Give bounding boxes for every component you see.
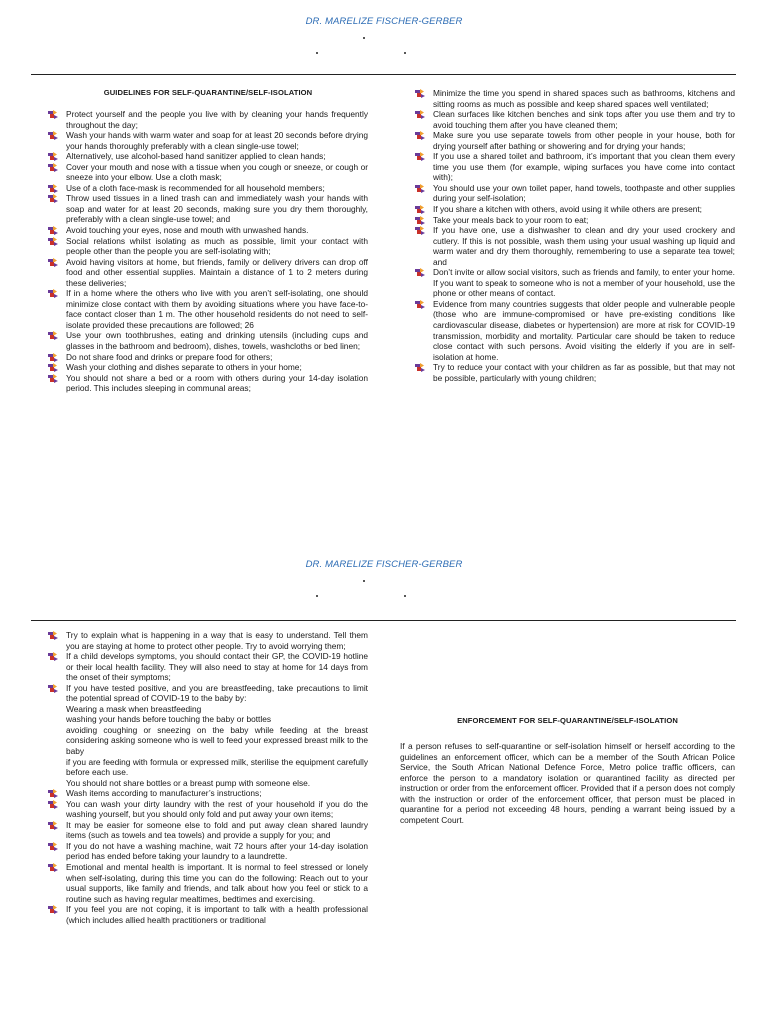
list-item-text: You should use your own toilet paper, hand towels, toothpaste and other supplies during your self-isolation; (433, 182, 735, 204)
list-item-text: If a child develops symptoms, you should contact their GP, the COVID-19 hotline or their local health facility. They will also need to stay at home for 14 days from the onset of their symptoms; (66, 651, 368, 683)
header-dot (363, 37, 365, 39)
arrow-bullet-icon (48, 131, 59, 140)
author-header: DR. MARELIZE FISCHER-GERBER (305, 16, 463, 27)
arrow-bullet-icon (415, 268, 426, 277)
list-item (48, 109, 368, 130)
arrow-bullet-icon (48, 331, 59, 340)
list-item-text: Use your own toothbrushes, eating and drinking utensils (including cups and glasses in the bathroom and bedroom), dishes, towels, washcloths or bed linen; (66, 330, 368, 352)
list-item-text: If you have tested positive, and you are breastfeeding, take precautions to limit the potential spread of COVID-19 to the baby by: (66, 682, 368, 704)
list-item-text: Evidence from many countries suggests that older people and vulnerable people (those who are immune-compromised or have pre-existing conditions like cardiovascular disease, diabetes or hypertension) are more at risk for COVID-19 transmission, morbidity and mortality. Particular care should be taken to reduce close contact with such persons. Avoid visiting the elderly if you are in self-isolation at home. (433, 298, 735, 362)
list-item (415, 151, 735, 183)
guidelines-list-right (415, 88, 735, 383)
list-item (48, 862, 368, 904)
arrow-bullet-icon (48, 374, 59, 383)
arrow-bullet-icon (415, 89, 426, 98)
sub-item-text: avoiding coughing or sneezing on the baby while feeding at the breast considering asking someone who is well to feed your expressed breast milk to the baby (66, 724, 368, 757)
arrow-bullet-icon (415, 131, 426, 140)
list-item (415, 215, 735, 226)
list-item-text: Don’t invite or allow social visitors, such as friends and family, to enter your home. If you want to speak to someone who is not a member of your household, use the phone or other means of contact. (433, 267, 735, 299)
arrow-bullet-icon (48, 194, 59, 203)
list-item (415, 299, 735, 362)
list-item (415, 109, 735, 130)
arrow-bullet-icon (48, 842, 59, 851)
arrow-bullet-icon (48, 652, 59, 661)
arrow-bullet-icon (48, 258, 59, 267)
list-item-text: Wash items according to manufacturer’s instructions; (66, 788, 262, 799)
arrow-bullet-icon (415, 110, 426, 119)
list-item (48, 130, 368, 151)
arrow-bullet-icon (48, 237, 59, 246)
arrow-bullet-icon (415, 226, 426, 235)
list-item-text: If you use a shared toilet and bathroom, it’s important that you clean them every time you use them (for example, wiping surfaces you have come into contact with); (433, 151, 735, 183)
list-item-text: Do not share food and drinks or prepare food for others; (66, 351, 273, 362)
list-item (48, 183, 368, 194)
list-item-text: If in a home where the others who live with you aren’t self-isolating, one should minimize close contact with them by avoiding situations where you have face-to-face contact closer than 1 m. The other household residents do not need to self-isolate provided these precautions are followed; 26 (66, 288, 368, 330)
arrow-bullet-icon (48, 353, 59, 362)
list-item-text: Use of a cloth face-mask is recommended for all household members; (66, 182, 325, 193)
list-item-text: If you do not have a washing machine, wait 72 hours after your 14-day isolation period has ended before taking your laundry to a laundrette. (66, 840, 368, 862)
list-item (415, 183, 735, 204)
arrow-bullet-icon (48, 226, 59, 235)
list-item (48, 799, 368, 820)
list-item (48, 362, 368, 373)
list-item-text: Take your meals back to your room to eat; (433, 214, 589, 225)
arrow-bullet-icon (48, 289, 59, 298)
enforcement-paragraph: If a person refuses to self-quarantine or self-isolation himself or herself according to the guidelines an enforcement officer, which can be a member of the South African Police Service, the South African National Defence Force, Metro police traffic officers, can enforce the person to a mandatory isolation or quarantined facility as directed per instruction or order from the enforcement officer. Provided that if a person does not comply with the instruction or order of the enforcement officer, that person must be placed in quarantine for a period not exceeding 48 hours, pending a warrant being issued by a competent Court. (400, 741, 735, 825)
header-dot (316, 595, 318, 597)
arrow-bullet-icon (48, 821, 59, 830)
list-item-text: If you feel you are not coping, it is important to talk with a health professional (which includes allied health practitioners or traditional (66, 904, 368, 925)
page-2 (0, 548, 768, 1024)
list-item (48, 904, 368, 925)
author-header: DR. MARELIZE FISCHER-GERBER (305, 559, 463, 570)
list-item-text: Try to reduce your contact with your children as far as possible, but that may not be possible, particularly with young children; (433, 362, 735, 383)
list-item-text: Wash your clothing and dishes separate to others in your home; (66, 362, 302, 373)
list-item-text: Protect yourself and the people you live with by cleaning your hands frequently throughout the day; (66, 109, 368, 130)
arrow-bullet-icon (415, 300, 426, 309)
list-item (415, 88, 735, 109)
sub-item-text: You should not share bottles or a breast pump with someone else. (66, 777, 311, 788)
arrow-bullet-icon (415, 363, 426, 372)
header-dot (316, 52, 318, 54)
arrow-bullet-icon (48, 863, 59, 872)
arrow-bullet-icon (48, 184, 59, 193)
sub-item-text: if you are feeding with formula or expressed milk, sterilise the equipment carefully before each use. (66, 756, 368, 778)
arrow-bullet-icon (415, 216, 426, 225)
list-item (48, 257, 368, 289)
list-item-text: Try to explain what is happening in a way that is easy to understand. Tell them you are staying at home to protect other people. Try to avoid worrying them; (66, 630, 368, 651)
list-item (48, 651, 368, 683)
list-item (48, 162, 368, 183)
header-dot (363, 580, 365, 582)
list-item (48, 841, 368, 862)
list-item-text: If you share a kitchen with others, avoid using it while others are present; (433, 204, 702, 215)
arrow-bullet-icon (48, 684, 59, 693)
list-item-text: Avoid having visitors at home, but friends, family or delivery drivers can drop off food and other essential supplies. Maintain a distance of 1 to 2 meters during these deliveries; (66, 256, 368, 288)
guidelines-list-left (48, 109, 368, 394)
arrow-bullet-icon (48, 110, 59, 119)
list-item-text: Make sure you use separate towels from other people in your house, both for drying yourself after bathing or showering and for drying your hands; (433, 130, 735, 151)
section-heading: ENFORCEMENT FOR SELF-QUARANTINE/SELF-ISOLATION (457, 716, 678, 725)
list-item (48, 373, 368, 394)
list-item (48, 683, 368, 788)
arrow-bullet-icon (415, 184, 426, 193)
list-item (48, 352, 368, 363)
list-item (48, 630, 368, 651)
list-item (415, 267, 735, 299)
guidelines-column-left (48, 88, 368, 394)
section-heading: GUIDELINES FOR SELF-QUARANTINE/SELF-ISOLATION (103, 88, 313, 97)
list-item-text: Wash your hands with warm water and soap for at least 20 seconds before drying your hands thoroughly preferably with a clean single-use towel; (66, 130, 368, 151)
list-item-text: Cover your mouth and nose with a tissue when you cough or sneeze, or cough or sneeze into your elbow. Use a cloth mask; (66, 161, 368, 183)
list-item-text: You can wash your dirty laundry with the rest of your household if you do the washing yourself, but you should only fold and put away your own items; (66, 798, 368, 820)
guidelines-list-continued (48, 630, 368, 925)
list-item-text: Minimize the time you spend in shared spaces such as bathrooms, kitchens and sitting rooms as much as possible and keep shared spaces well ventilated; (433, 88, 735, 109)
arrow-bullet-icon (48, 789, 59, 798)
list-item-text: You should not share a bed or a room with others during your 14-day isolation period. This includes sleeping in communal areas; (66, 372, 368, 394)
list-item (415, 362, 735, 383)
list-item (415, 204, 735, 215)
list-item-text: Alternatively, use alcohol-based hand sanitizer applied to clean hands; (66, 151, 326, 162)
guidelines-column-left (48, 630, 368, 925)
list-item-text: Avoid touching your eyes, nose and mouth with unwashed hands. (66, 225, 309, 236)
arrow-bullet-icon (48, 905, 59, 914)
list-item (48, 820, 368, 841)
list-item-text: Emotional and mental health is important. It is normal to feel stressed or lonely when self-isolating, during this time you can do the following: Reach out to your usual supports, like family and friends, and talk about how you feel or stick to a routine such as having regular mealtimes, bedtimes and exercising. (66, 862, 368, 904)
arrow-bullet-icon (48, 631, 59, 640)
list-item (48, 236, 368, 257)
header-rule (31, 620, 736, 621)
arrow-bullet-icon (48, 363, 59, 372)
list-item (415, 225, 735, 267)
sub-item-text: washing your hands before touching the baby or bottles (66, 714, 272, 725)
header-dot (404, 52, 406, 54)
list-item (48, 288, 368, 330)
header-dot (404, 595, 406, 597)
arrow-bullet-icon (48, 800, 59, 809)
enforcement-section (400, 716, 735, 825)
list-item (48, 330, 368, 351)
header-rule (31, 74, 736, 75)
arrow-bullet-icon (415, 205, 426, 214)
list-item (415, 130, 735, 151)
arrow-bullet-icon (48, 152, 59, 161)
sub-item-text: Wearing a mask when breastfeeding (66, 703, 202, 714)
list-item (48, 193, 368, 225)
arrow-bullet-icon (415, 152, 426, 161)
list-item-text: Social relations whilst isolating as much as possible, limit your contact with people other than the people you are self-isolating with; (66, 235, 368, 257)
list-item-text: If you have one, use a dishwasher to clean and dry your used crockery and cutlery. If this is not possible, wash them using your usual washing up liquid and warm water and dry them thoroughly, remembering to use a separate tea towel; and (433, 225, 735, 267)
list-item (48, 151, 368, 162)
list-item (48, 225, 368, 236)
arrow-bullet-icon (48, 163, 59, 172)
list-item-text: It may be easier for someone else to fold and put away clean shared laundry items (such as towels and tea towels) and provide a supply for you; and (66, 819, 368, 841)
list-item (48, 788, 368, 799)
list-item-text: Clean surfaces like kitchen benches and sink tops after you use them and try to avoid touching them after you have cleaned them; (433, 109, 735, 130)
guidelines-column-right (415, 88, 735, 383)
list-item-text: Throw used tissues in a lined trash can and immediately wash your hands with soap and water for at least 20 seconds, making sure you dry them thoroughly, preferably with a clean single-use towel; and (66, 193, 368, 225)
